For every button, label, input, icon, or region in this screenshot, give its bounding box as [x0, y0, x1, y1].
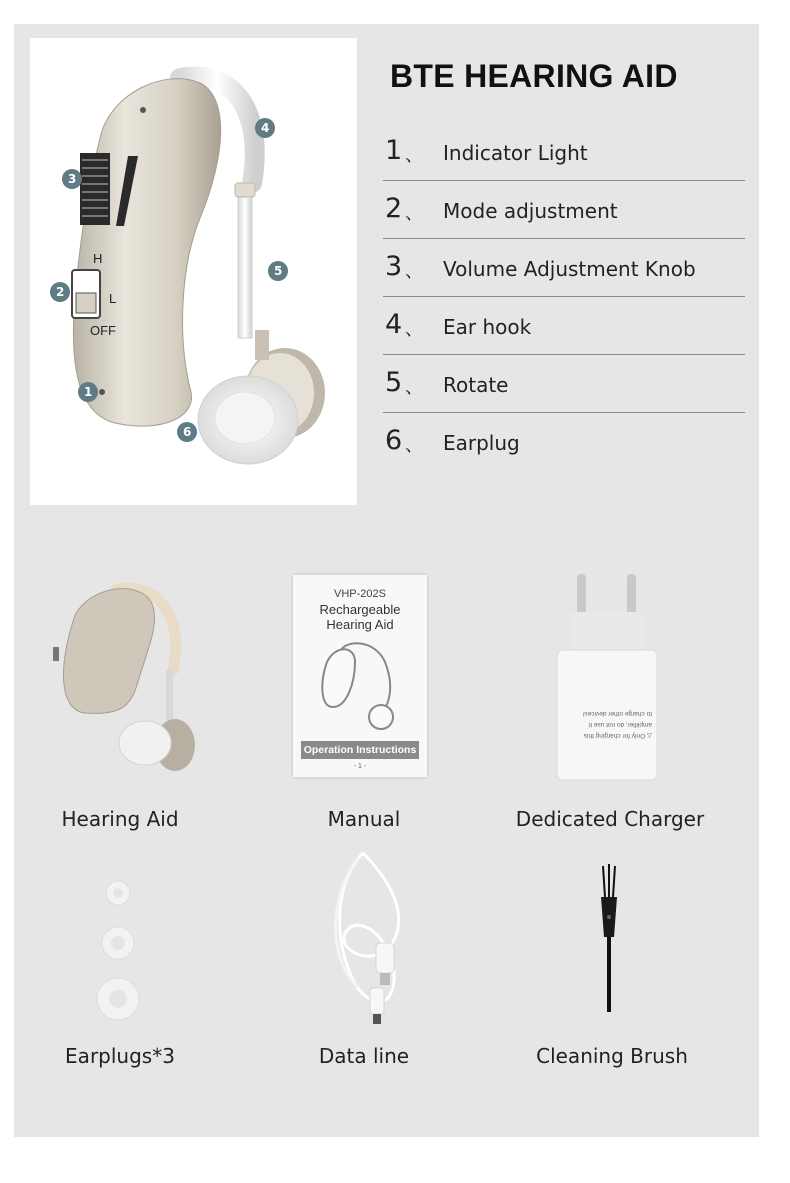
part-separator: 、 [405, 377, 423, 397]
list-item [383, 355, 745, 413]
caption-manual: Manual [327, 807, 401, 831]
caption-cleaning-brush: Cleaning Brush [536, 1044, 688, 1068]
part-number: 5 [385, 367, 403, 398]
part-number: 6 [385, 425, 403, 456]
part-number: 2 [385, 193, 403, 224]
manual-model: VHP-202S [334, 588, 386, 600]
manual-title-line2: Hearing Aid [326, 617, 394, 632]
svg-text:2: 2 [56, 285, 65, 299]
switch-h-label: H [93, 251, 103, 266]
caption-hearing-aid: Hearing Aid [61, 807, 179, 831]
earplugs-image [90, 875, 150, 1025]
svg-text:5: 5 [274, 264, 283, 278]
callout-2 [50, 282, 70, 302]
part-separator: 、 [405, 319, 423, 339]
list-item [383, 413, 745, 470]
part-label: Indicator Light [443, 141, 588, 165]
manual-title-line1: Rechargeable [319, 602, 401, 617]
part-label: Rotate [443, 373, 509, 397]
callout-4 [255, 118, 275, 138]
list-item [383, 123, 745, 181]
svg-text:4: 4 [261, 121, 270, 135]
part-separator: 、 [405, 145, 423, 165]
product-diagram [30, 38, 357, 505]
caption-earplugs: Earplugs*3 [65, 1044, 175, 1068]
callout-1 [78, 382, 98, 402]
switch-off-label: OFF [90, 323, 116, 338]
page-title: BTE HEARING AID [390, 58, 678, 94]
parts-list [383, 123, 745, 470]
charger-warning-text [562, 708, 652, 741]
caption-data-line: Data line [318, 1044, 410, 1068]
charger-text-line: amplifier, do not use it [588, 721, 652, 728]
svg-text:3: 3 [68, 172, 77, 186]
part-separator: 、 [405, 435, 423, 455]
svg-text:6: 6 [183, 425, 192, 439]
caption-charger: Dedicated Charger [515, 807, 705, 831]
charger-text-line: to charge other devices! [582, 710, 652, 717]
switch-l-label: L [109, 291, 117, 306]
svg-text:1: 1 [84, 385, 93, 399]
part-label: Volume Adjustment Knob [443, 257, 696, 281]
charger-image [555, 572, 660, 784]
list-item [383, 297, 745, 355]
callout-5 [268, 261, 288, 281]
data-line-image [318, 848, 418, 1028]
part-label: Mode adjustment [443, 199, 618, 223]
manual-booklet [293, 575, 427, 777]
part-separator: 、 [405, 203, 423, 223]
callout-6 [177, 422, 197, 442]
hearing-aid-image [45, 575, 195, 780]
hearing-aid-diagram [30, 38, 357, 505]
manual-illustration [315, 637, 405, 737]
part-label: Ear hook [443, 315, 532, 339]
manual-page-number: - 1 - [353, 763, 367, 770]
list-item [383, 239, 745, 297]
part-number: 1 [385, 135, 403, 166]
part-label: Earplug [443, 431, 520, 455]
part-number: 3 [385, 251, 403, 282]
part-separator: 、 [405, 261, 423, 281]
cleaning-brush-image [585, 862, 635, 1017]
list-item [383, 181, 745, 239]
charger-text-line: △ Only for charging this [583, 732, 652, 739]
part-number: 4 [385, 309, 403, 340]
manual-banner: Operation Instructions [301, 741, 419, 759]
callout-3 [62, 169, 82, 189]
